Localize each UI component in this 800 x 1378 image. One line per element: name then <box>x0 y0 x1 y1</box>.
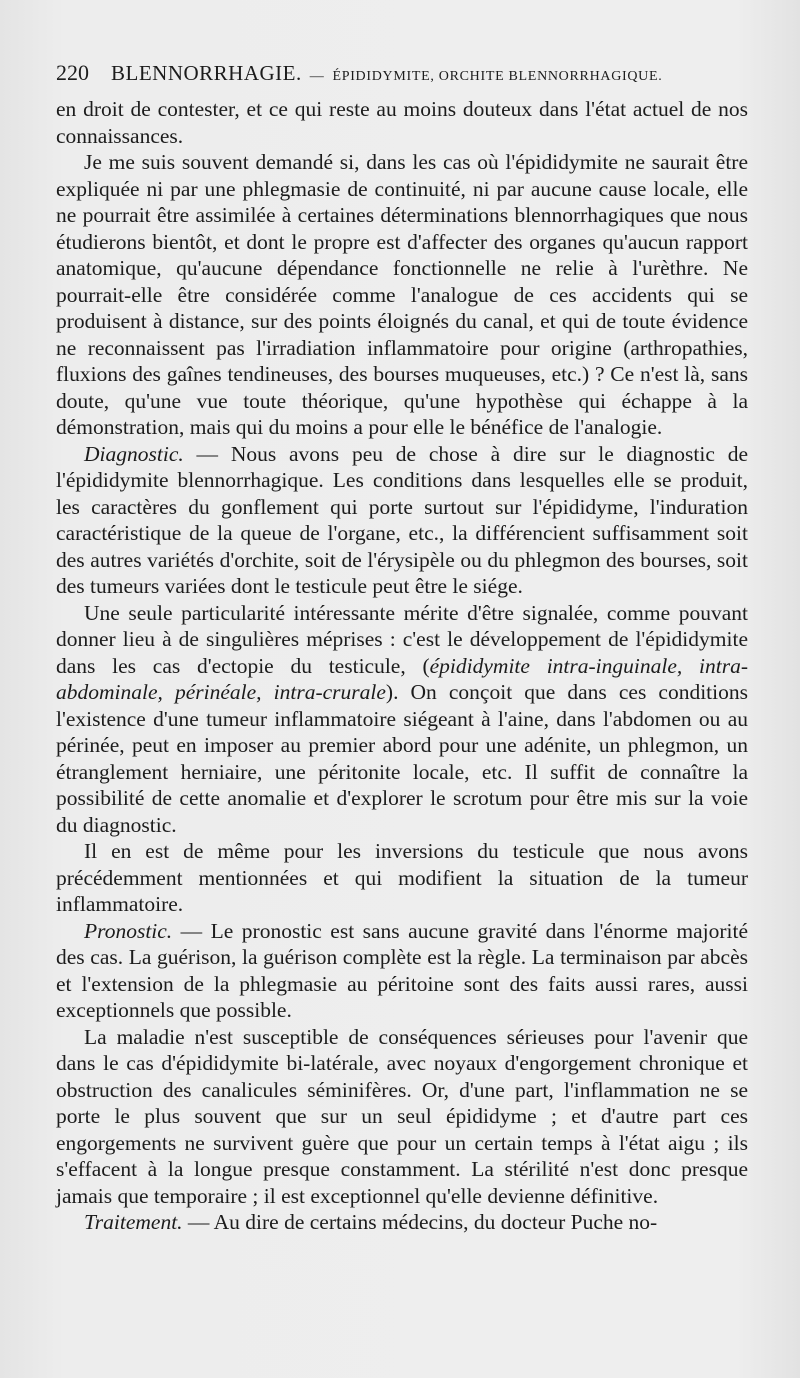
italic-variants: épididymite intra-inguinale, intra-abdominale, périnéale, intra-crurale <box>56 653 748 704</box>
header-dash: — <box>309 69 325 84</box>
paragraph-hypothesis: Je me suis souvent demandé si, dans les cas où l'épididymite ne saurait être expliquée ni par une phlegmasie de continuité, ni par aucune cause locale, elle ne pourrait être assimilée à certaines déterminations blennorrhagiques que nous étudierons bientôt, et dont le propre est d'affecter des organes qu'aucun rapport anatomique, qu'aucune dépendance fonctionnelle ne relie à l'urèthre. Ne pourrait-elle être considérée comme l'analogue de ces accidents qui se produisent à distance, sur des points éloignés du canal, et qui de toute évidence ne reconnaissent pas l'irradiation inflammatoire pour origine (arthropathies, fluxions des gaînes tendineuses, des bourses muqueuses, etc.) ? Ce n'est là, sans doute, qu'une vue toute théorique, qu'une hypothèse qui échappe à la démonstration, mais qui du moins a pour elle le bénéfice de l'analogie. <box>56 150 748 439</box>
running-title: BLENNORRHAGIE. <box>111 61 302 85</box>
section-lead-traitement: Traitement. <box>84 1210 183 1234</box>
page-body <box>56 96 748 1236</box>
paragraph-continuation: en droit de contester, et ce qui reste au moins douteux dans l'état actuel de nos connaissances. <box>56 97 748 148</box>
section-lead-pronostic: Pronostic. <box>84 918 173 943</box>
paragraph-ectopia: Une seule particularité intéressante mérite d'être signalée, comme pouvant donner lieu à de singulières méprises : c'est le développement de l'épididymite dans les cas d'ectopie du testicule, (épididymite intra-inguinale, intra-abdominale, périnéale, intra-crurale). On conçoit que dans ces conditions l'existence d'une tumeur inflammatoire siégeant à l'aine, dans l'abdomen ou au périnée, peut en imposer au premier abord pour une adénite, un phlegmon, un étranglement herniaire, une péritonite locale, etc. Il suffit de connaître la possibilité de cette anomalie et d'explorer le scrotum pour être mis sur la voie du diagnostic. <box>56 600 748 837</box>
running-header <box>56 60 756 86</box>
paragraph-inversions: Il en est de même pour les inversions du testicule que nous avons précédemment mentionnées et qui modifient la situation de la tumeur inflammatoire. <box>56 839 748 916</box>
paragraph-traitement: Traitement. — Au dire de certains médecins, du docteur Puche no- <box>84 1210 658 1234</box>
running-subtitle: ÉPIDIDYMITE, ORCHITE BLENNORRHAGIQUE. <box>332 69 663 84</box>
paragraph-consequences: La maladie n'est susceptible de conséquences sérieuses pour l'avenir que dans le cas d'épididymite bi-latérale, avec noyaux d'engorgement chronique et obstruction des canalicules séminifères. Or, d'une part, l'inflammation ne se porte le plus souvent que sur un seul épididyme ; et d'autre part ces engorgements ne survivent guère que pour un certain temps à l'état aigu ; ils s'effacent à la longue presque constamment. La stérilité n'est donc presque jamais que temporaire ; il est exceptionnel qu'elle devienne définitive. <box>56 1024 748 1208</box>
page-number: 220 <box>56 60 89 85</box>
paragraph-pronostic: Pronostic. — Le pronostic est sans aucune gravité dans l'énorme majorité des cas. La guérison, la guérison complète est la règle. La terminaison par abcès et l'extension de la phlegmasie au péritoine sont des faits aussi rares, aussi exceptionnels que possible. <box>56 918 748 1022</box>
section-lead-diagnostic: Diagnostic. <box>84 441 184 466</box>
paragraph-diagnostic: Diagnostic. — Nous avons peu de chose à dire sur le diagnostic de l'épididymite blennorrhagique. Les conditions dans lesquelles elle se produit, les caractères du gonflement qui porte surtout sur l'épididyme, l'induration caractéristique de la queue de l'organe, etc., la différencient suffisamment soit des autres variétés d'orchite, soit de l'érysipèle ou du phlegmon des bourses, soit des tumeurs variées dont le testicule peut être le siége. <box>56 441 748 598</box>
